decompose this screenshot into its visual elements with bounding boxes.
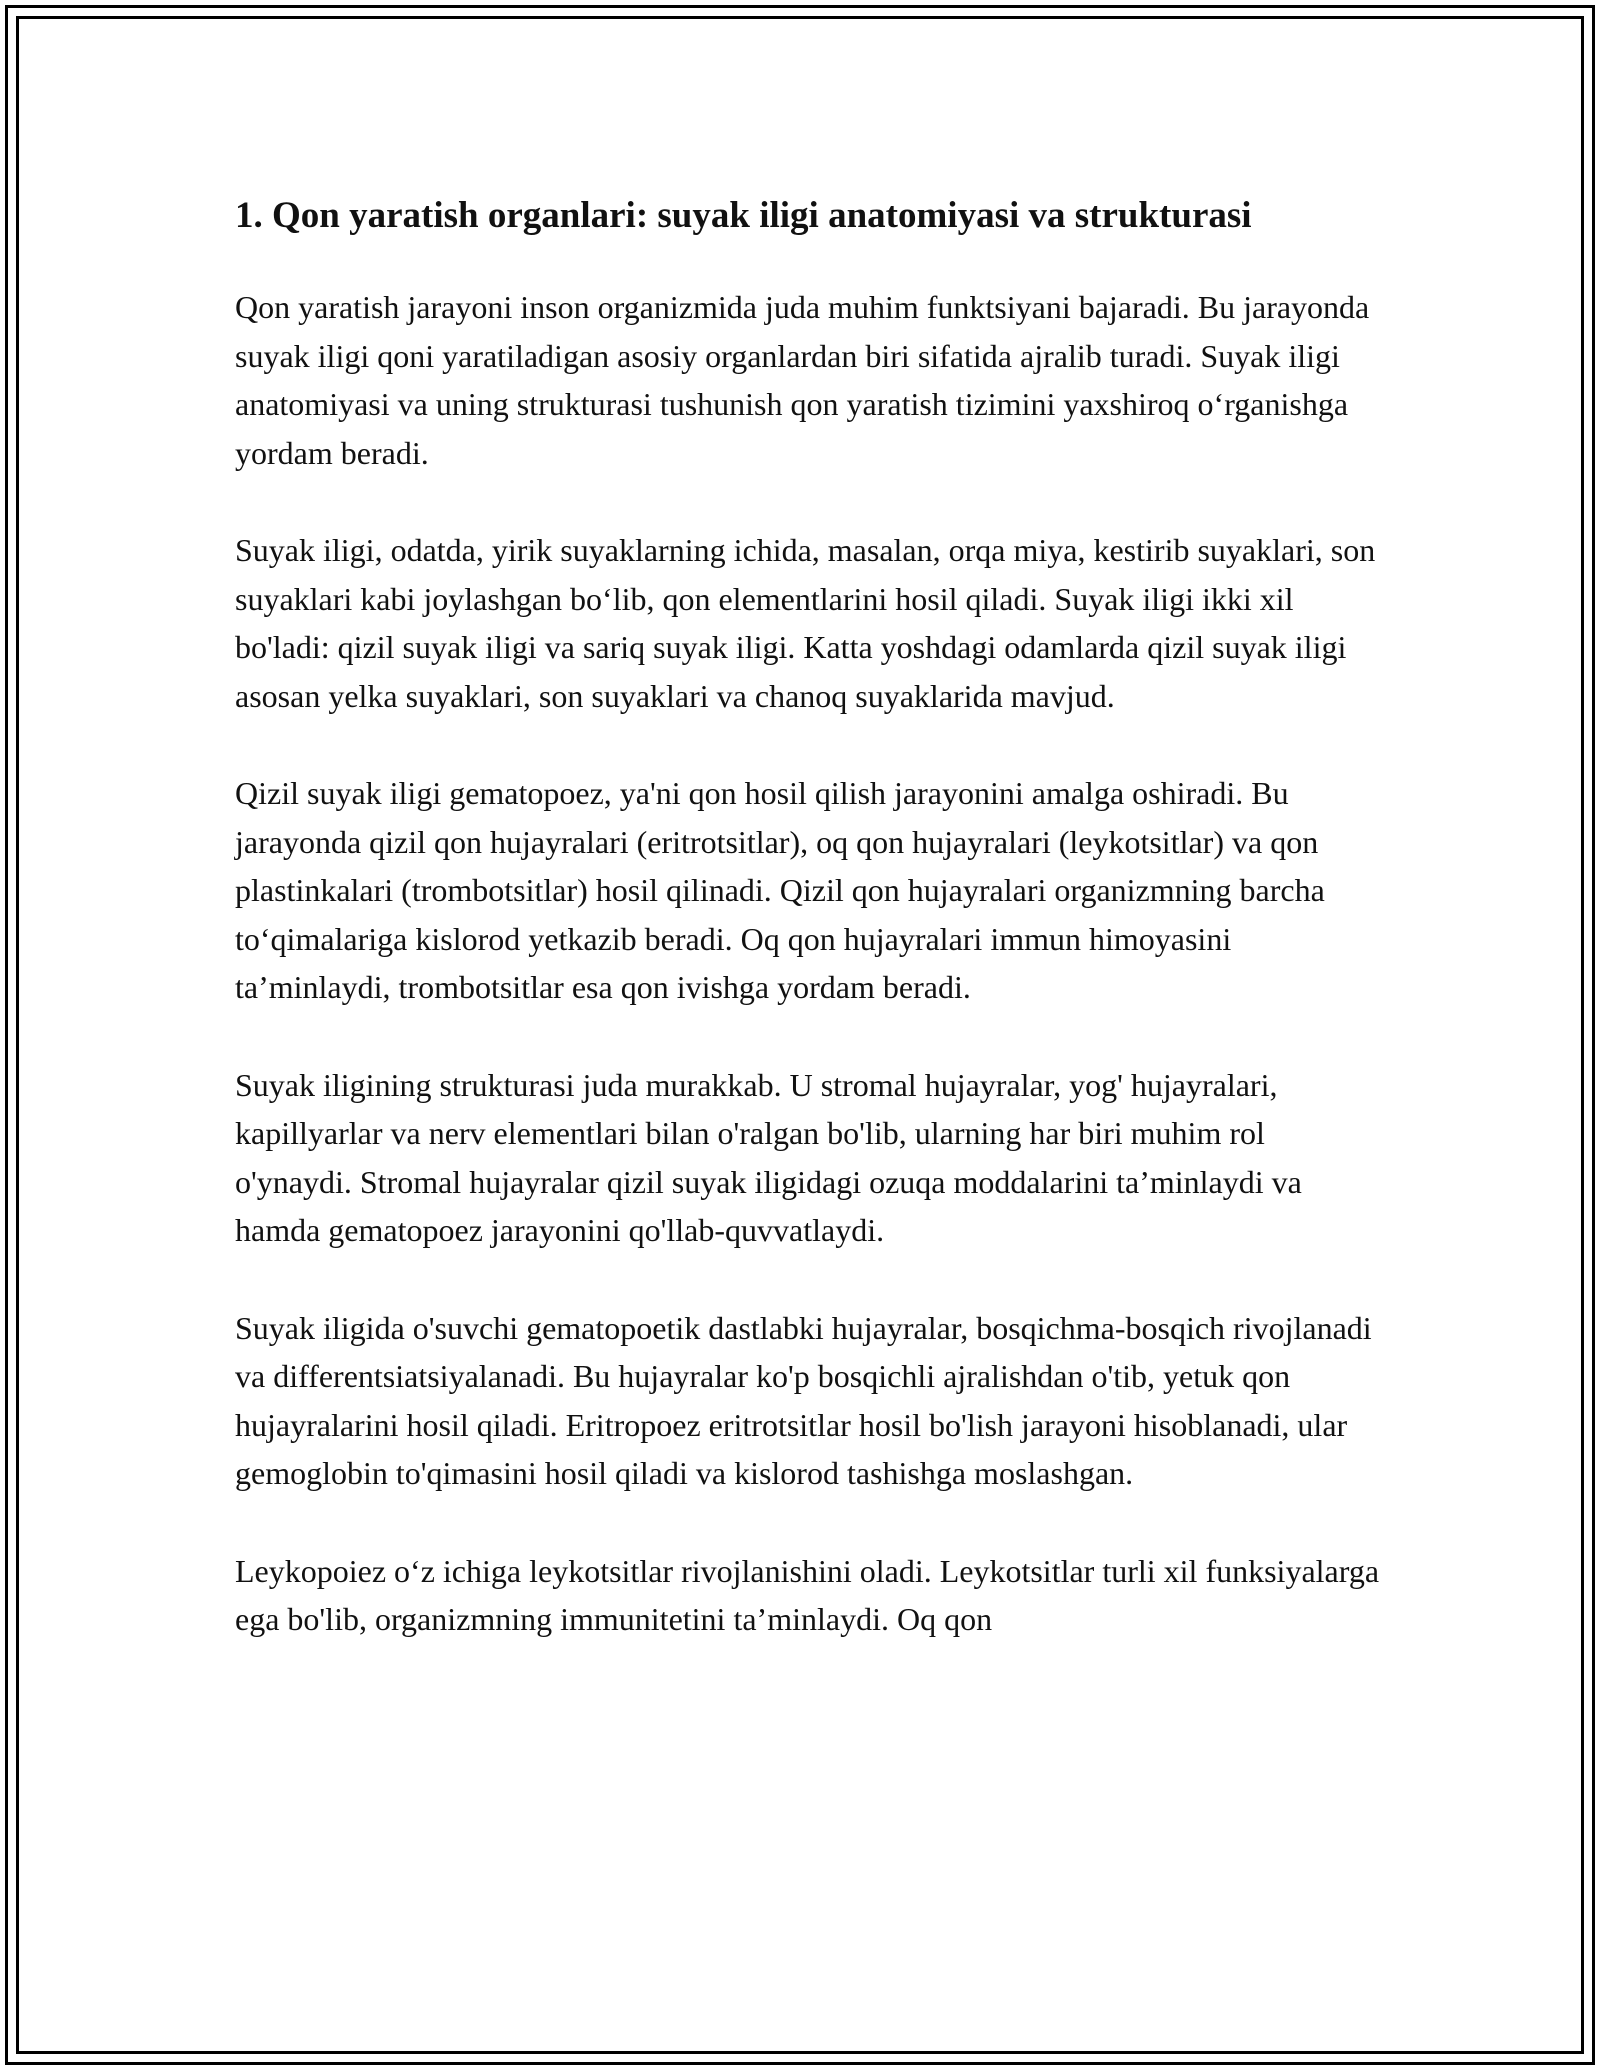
document-body bbox=[235, 188, 1385, 1693]
paragraph-6: Leykopoiez o‘z ichiga leykotsitlar rivojlanishini oladi. Leykotsitlar turli xil funksiyalarga ega bo'lib, organizmning immunitetini ta’minlaydi. Oq qon bbox=[235, 1552, 1380, 1637]
paragraph-5: Suyak iligida o'suvchi gematopoetik dastlabki hujayralar, bosqichma-bosqich rivojlanadi va differentsiatsiyalanadi. Bu hujayralar ko'p bosqichli ajralishdan o'tib, yetuk qon hujayralarini hosil qiladi. Eritropoez eritrotsitlar hosil bo'lish jarayoni hisoblanadi, ular gemoglobin to'qimasini hosil qiladi va kislorod tashishga moslashgan. bbox=[235, 1309, 1372, 1491]
paragraph-2: Suyak iligi, odatda, yirik suyaklarning ichida, masalan, orqa miya, kestirib suyaklari, son suyaklari kabi joylashgan bo‘lib, qon elementlarini hosil qiladi. Suyak iligi ikki xil bo'ladi: qizil suyak iligi va sariq suyak iligi. Katta yoshdagi odamlarda qizil suyak iligi asosan yelka suyaklari, son suyaklari va chanoq suyaklarida mavjud. bbox=[235, 532, 1376, 714]
section-heading: 1. Qon yaratish organlari: suyak iligi anatomiyasi va strukturasi bbox=[235, 195, 1252, 236]
paragraph-3: Qizil suyak iligi gematopoez, ya'ni qon hosil qilish jarayonini amalga oshiradi. Bu jarayonda qizil qon hujayralari (eritrotsitlar), oq qon hujayralari (leykotsitlar) va qon plastinkalari (trombotsitlar) hosil qilinadi. Qizil qon hujayralari organizmning barcha to‘qimalariga kislorod yetkazib beradi. Oq qon hujayralari immun himoyasini ta’minlaydi, trombotsitlar esa qon ivishga yordam beradi. bbox=[235, 775, 1325, 1005]
paragraph-4: Suyak iligining strukturasi juda murakkab. U stromal hujayralar, yog' hujayralari, kapillyarlar va nerv elementlari bilan o'ralgan bo'lib, ularning har biri muhim rol o'ynaydi. Stromal hujayralar qizil suyak iligidagi ozuqa moddalarini ta’minlaydi va hamda gematopoez jarayonini qo'llab-quvvatlaydi. bbox=[235, 1066, 1302, 1248]
paragraph-1: Qon yaratish jarayoni inson organizmida juda muhim funktsiyani bajaradi. Bu jarayonda suyak iligi qoni yaratiladigan asosiy organlardan biri sifatida ajralib turadi. Suyak iligi anatomiyasi va uning strukturasi tushunish qon yaratish tizimini yaxshiroq o‘rganishga yordam beradi. bbox=[235, 289, 1370, 471]
